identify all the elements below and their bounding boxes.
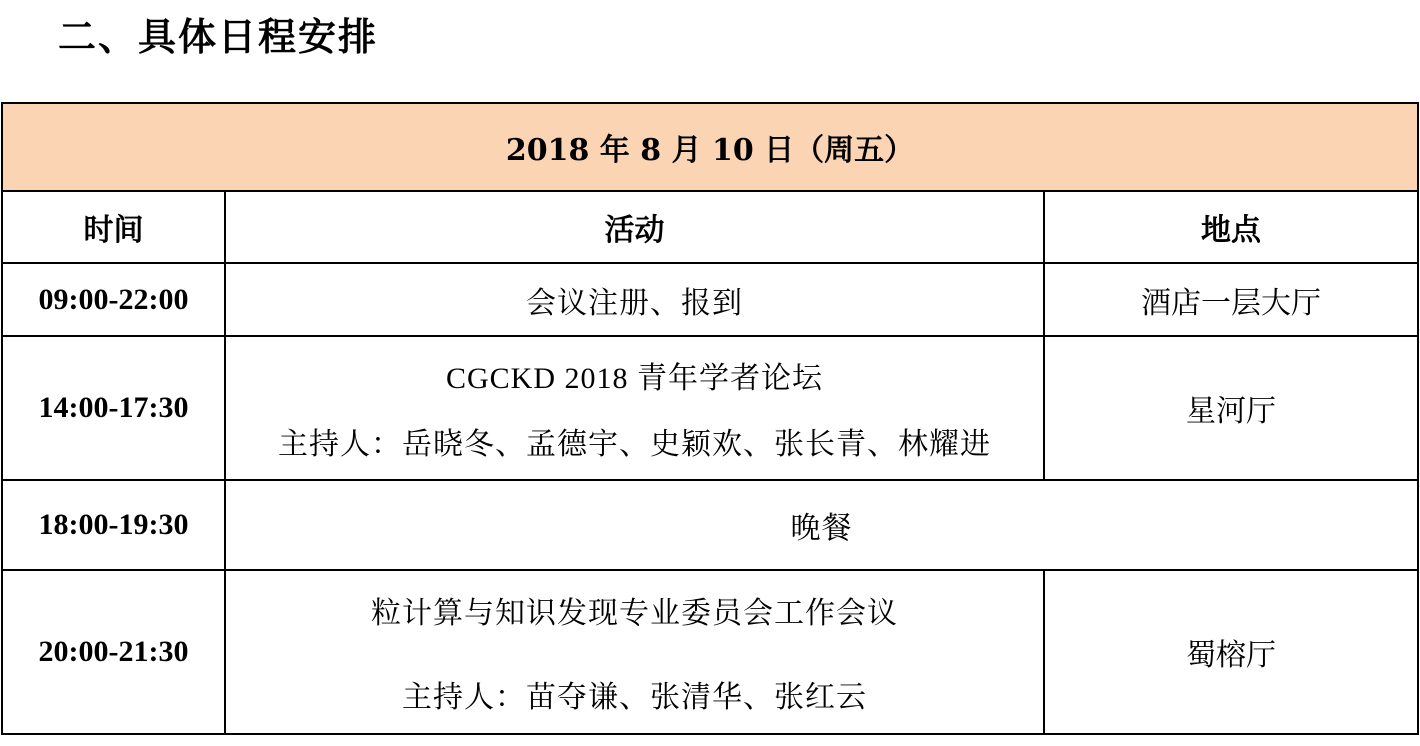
schedule-table	[1, 102, 1419, 735]
time-cell: 14:00-17:30	[2, 336, 225, 480]
location-cell: 星河厅	[1044, 336, 1418, 480]
activity-cell	[225, 480, 1418, 570]
location-cell: 蜀榕厅	[1044, 570, 1418, 734]
table-row	[2, 263, 1418, 336]
activity-cell	[225, 336, 1044, 480]
column-header-time: 时间	[2, 191, 225, 263]
activity-cell	[225, 263, 1044, 336]
date-header-row	[2, 103, 1418, 191]
table-row	[2, 480, 1418, 570]
location-cell: 酒店一层大厅	[1044, 263, 1418, 336]
host-line: 主持人：苗夺谦、张清华、张红云	[402, 680, 867, 715]
table-row	[2, 336, 1418, 480]
column-header-location: 地点	[1044, 191, 1418, 263]
activity-line: 粒计算与知识发现专业委员会工作会议	[371, 596, 898, 631]
activity-line: CGCKD 2018 青年学者论坛	[445, 362, 823, 395]
time-cell: 09:00-22:00	[2, 263, 225, 336]
activity-line: 晚餐	[790, 511, 853, 546]
activity-cell	[225, 570, 1044, 734]
column-header-row	[2, 191, 1418, 263]
activity-line: 会议注册、报到	[526, 285, 743, 321]
host-line: 主持人：岳晓冬、孟德宇、史颖欢、张长青、林耀进	[278, 427, 991, 462]
table-row	[2, 570, 1418, 734]
time-cell: 18:00-19:30	[2, 480, 225, 570]
date-header: 2018 年 8 月 10 日（周五）	[2, 103, 1418, 191]
section-title: 二、具体日程安排	[58, 15, 379, 59]
column-header-activity: 活动	[225, 191, 1044, 263]
time-cell: 20:00-21:30	[2, 570, 225, 734]
